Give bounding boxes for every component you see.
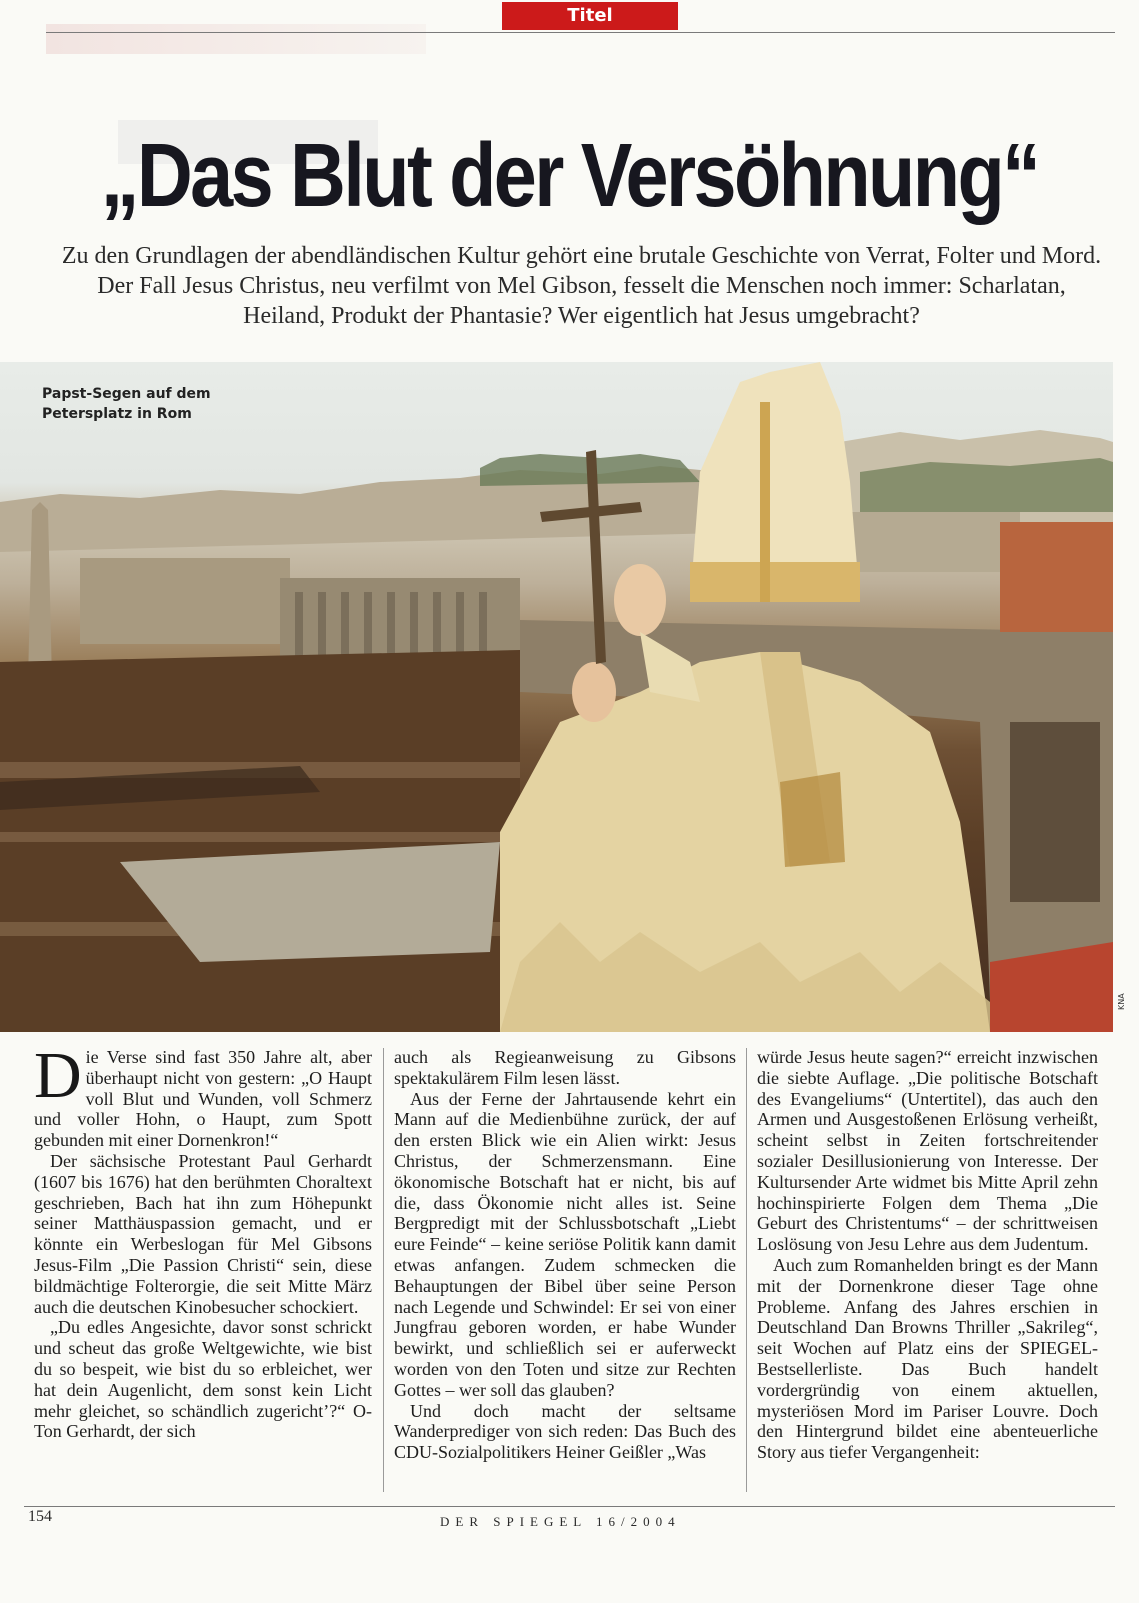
top-rule: [46, 32, 1115, 33]
magazine-folio: DER SPIEGEL 16/2004: [440, 1514, 681, 1529]
column-rule: [383, 1048, 384, 1492]
paragraph: „Du edles Angesichte, davor sonst schrickt und scheut das große Weltgewichte, wie bist du so bespeit, wie bist du so erbleichet, wer hat dein Augenlicht, dem sonst kein Licht mehr gleichet, so schändlich zugericht’?“ O-Ton Gerhardt, der sich: [34, 1317, 372, 1442]
paragraph: Aus der Ferne der Jahrtausende kehrt ein Mann auf die Medienbühne zurück, der auf den ersten Blick wie ein Alien wirkt: Jesus Christus, der Schmerzensmann. Eine ökonomische Botschaft hat er nicht, bis auf die, dass Ökonomie nicht alles ist. Seine Bergpredigt mit der Schlussbotschaft „Liebt eure Feinde“ – keine seriöse Politik kann damit etwas anfangen. Zudem schmecken die Behauptungen der Bibel über seine Person nach Legende und Schwindel: Er sei von einer Jungfrau geboren worden, er habe Wunder bewirkt, und schließlich sei er auferweckt worden von den Toten und sitze zur Rechten Gottes – wer soll das glauben?: [394, 1088, 736, 1400]
show-through-band: [46, 24, 426, 54]
column-rule: [746, 1048, 747, 1492]
photo-credit: KNA: [1117, 993, 1126, 1010]
photo-caption: Papst-Segen auf dem Petersplatz in Rom: [42, 386, 211, 422]
lead-paragraph: Zu den Grundlagen der abendländischen Kultur gehört eine brutale Geschichte von Verrat, Folter und Mord. Der Fall Jesus Christus, neu verfilmt von Mel Gibson, fesselt die Menschen noch immer: Scharlatan, Heiland, Produkt der Phantasie? Wer eigentlich hat Jesus umgebracht?: [61, 243, 1102, 329]
paragraph: auch als Regieanweisung zu Gibsons spektakulärem Film lesen lässt.: [394, 1047, 736, 1088]
text-column-1: [34, 1039, 372, 1442]
dropcap: D: [34, 1039, 82, 1112]
pope-blessing-photo: [0, 362, 1113, 1032]
section-tag: Titel: [502, 2, 678, 30]
photo-illustration: [0, 362, 1113, 1032]
paragraph: Auch zum Romanhelden bringt es der Mann mit der Dornenkrone dieser Tage ohne Probleme. Anfang des Jahres erschien in Deutschland Dan Browns Thriller „Sakrileg“, seit Wochen auf Platz eins der SPIEGEL-Bestsellerliste. Das Buch handelt vordergründig von einem aktuellen, mysteriösen Mord im Pariser Louvre. Doch den Hintergrund bildet eine abenteuerliche Story aus tiefer Vergangenheit:: [757, 1254, 1098, 1463]
page-number: 154: [28, 1508, 52, 1525]
paragraph: Und doch macht der seltsame Wanderprediger von sich reden: Das Buch des CDU-Sozialpolitikers Heiner Geißler „Was: [394, 1400, 736, 1463]
text-column-3: [757, 1047, 1098, 1463]
paragraph: Der sächsische Protestant Paul Gerhardt (1607 bis 1676) hat den berühmten Choraltext geschrieben, Bach hat ihn zum Höhepunkt seiner Matthäuspassion gemacht, und er könnte ein Werbeslogan für Mel Gibsons Jesus-Film „Die Passion Christi“ sein, diese bildmächtige Folterorgie, die seit Mitte März auch die deutschen Kinobesucher schockiert.: [34, 1150, 372, 1317]
text-column-2: [394, 1047, 736, 1463]
paragraph: würde Jesus heute sagen?“ erreicht inzwischen die siebte Auflage. „Die politische Botschaft des Evangeliums“ (Untertitel), das auch den Armen und Ausgestoßenen Erlösung verheißt, scheint selbst in Zeiten fortschreitender sozialer Desillusionierung von Interesse. Der Kultursender Arte widmet bis Mitte April zehn hochinspirierte Folgen dem Thema „Die Geburt des Christentums“ – der schrittweisen Loslösung von Jesu Lehre aus dem Judentum.: [757, 1047, 1098, 1255]
headline: „Das Blut der Versöhnung“: [100, 126, 1039, 226]
paragraph: ie Verse sind fast 350 Jahre alt, aber überhaupt nicht von gestern: „O Haupt voll Blut und Wunden, voll Schmerz und voller Hohn, o Haupt, zum Spott gebunden mit einer Dornenkron!“: [34, 1047, 372, 1151]
bottom-rule: [24, 1506, 1115, 1507]
